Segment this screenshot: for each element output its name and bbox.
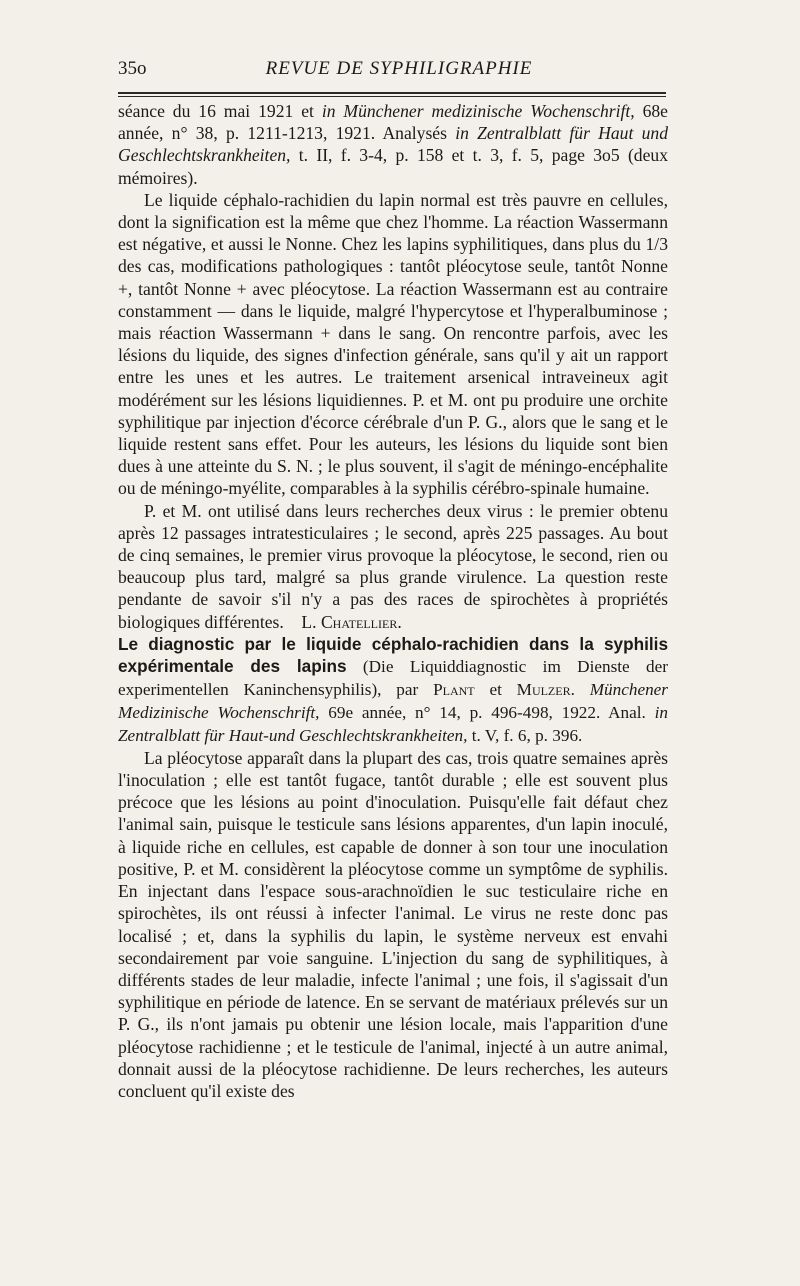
page-number: 35o xyxy=(118,58,147,79)
journal-title: in Zentralblatt für Haut und Geschlechtskrankheiten, xyxy=(118,123,668,166)
text-run: et xyxy=(474,679,517,699)
author-name: Mulzer. xyxy=(516,679,575,699)
journal-title: Münchener Medizinische Wochenschrift, xyxy=(118,679,668,722)
journal-title: in Zentralblatt für Haut-und Geschlechtskrankheiten, xyxy=(118,702,669,745)
text-run: t. II, f. 3-4, p. 158 et t. 3, f. 5, page 3o5 (deux mémoires). xyxy=(118,145,668,188)
text-run: 68e année, n° 38, p. 1211-1213, 1921. Analysés xyxy=(118,101,668,144)
running-title: REVUE DE SYPHILIGRAPHIE xyxy=(265,58,533,79)
article-subtitle: (Die Liquiddiagnostic im Dienste der experimentellen Kaninchensyphilis), par xyxy=(118,656,668,699)
paragraph: La pléocytose apparaît dans la plupart des cas, trois quatre semaines après l'inoculation ; elle est tantôt fugace, tantôt durable ; elle est souvent plus précoce que les lésions au point d'inoculation. Puisqu'elle fait défaut chez l'animal sain, puisque le testicule sans lésions apparentes, d'un lapin inoculé, à liquide riche en cellules, est capable de donner à son tour une inoculation positive, P. et M. considèrent la pléocytose comme un symptôme de syphilis. En injectant dans l'espace sous-arachnoïdien le suc testiculaire riche en spirochètes, ils ont réussi à infecter l'animal. Le virus ne reste donc pas localisé ; et, dans la syphilis du lapin, le système nerveux est envahi secondairement par voie sanguine. L'injection du sang de syphilitiques, à différents stades de leur maladie, infecte l'animal ; une fois, il s'agissait d'un syphilitique en période de latence. En se servant de matériaux prélevés sur un P. G., ils n'ont jamais pu obtenir une lésion locale, mais l'apparition d'une pléocytose rachidienne ; et le testicule de l'animal, injecté à un autre animal, donnait aussi de la pléocytose rachidienne. De leurs recherches, les auteurs concluent qu'il existe des xyxy=(118,747,668,1101)
text-run: t. V, f. 6, p. 396. xyxy=(467,725,583,745)
paragraph xyxy=(118,500,668,633)
article-title: Le diagnostic par le liquide céphalo-rachidien dans la syphilis expérimentale des lapins xyxy=(118,633,668,676)
page-body xyxy=(118,100,668,1102)
header-rule xyxy=(118,92,666,94)
text-run: 69e année, n° 14, p. 496-498, 1922. Anal. xyxy=(319,702,655,722)
reference-paragraph xyxy=(118,100,668,189)
author-signature: L. Chatellier. xyxy=(301,611,402,632)
running-header xyxy=(118,58,680,88)
text-run: P. et M. ont utilisé dans leurs recherches deux virus : le premier obtenu après 12 passages intratesticulaires ; le second, après 225 passages. Au bout de cinq semaines, le premier virus provoque la pléocytose, le second, rien ou beaucoup plus tard, malgré sa plus grande virulence. La question reste pendante de savoir s'il n'y a pas des races de spirochètes à propriétés biologiques différentes. xyxy=(118,500,668,632)
text-run: séance du 16 mai 1921 et xyxy=(118,101,322,121)
article-heading xyxy=(118,633,668,747)
journal-title: in Münchener medizinische Wochenschrift, xyxy=(321,101,635,121)
paragraph: Le liquide céphalo-rachidien du lapin normal est très pauvre en cellules, dont la signification est la même que chez l'homme. La réaction Wassermann est négative, et aussi le Nonne. Chez les lapins syphilitiques, dans plus du 1/3 des cas, modifications pathologiques : tantôt pléocytose seule, tantôt Nonne +, tantôt Nonne + avec pléocytose. La réaction Wassermann est au contraire constamment — dans le liquide, malgré l'hypercytose et l'hyperalbuminose ; mais réaction Wassermann + dans le sang. On rencontre parfois, avec les lésions du liquide, des signes d'infection générale, sans qu'il y ait un rapport entre les unes et les autres. Le traitement arsenical intraveineux agit modérément sur les lésions liquidiennes. P. et M. ont pu produire une orchite syphilitique par injection d'écorce cérébrale d'un P. G., alors que le sang et le liquide restent sans effet. Pour les auteurs, les lésions du liquide sont bien dues à une atteinte du S. N. ; le plus souvent, il s'agit de méningo-encéphalite ou de méningo-myélite, comparables à la syphilis cérébro-spinale humaine. xyxy=(118,189,668,499)
author-name: Plant xyxy=(433,679,475,699)
header-rule-thin xyxy=(118,96,666,97)
